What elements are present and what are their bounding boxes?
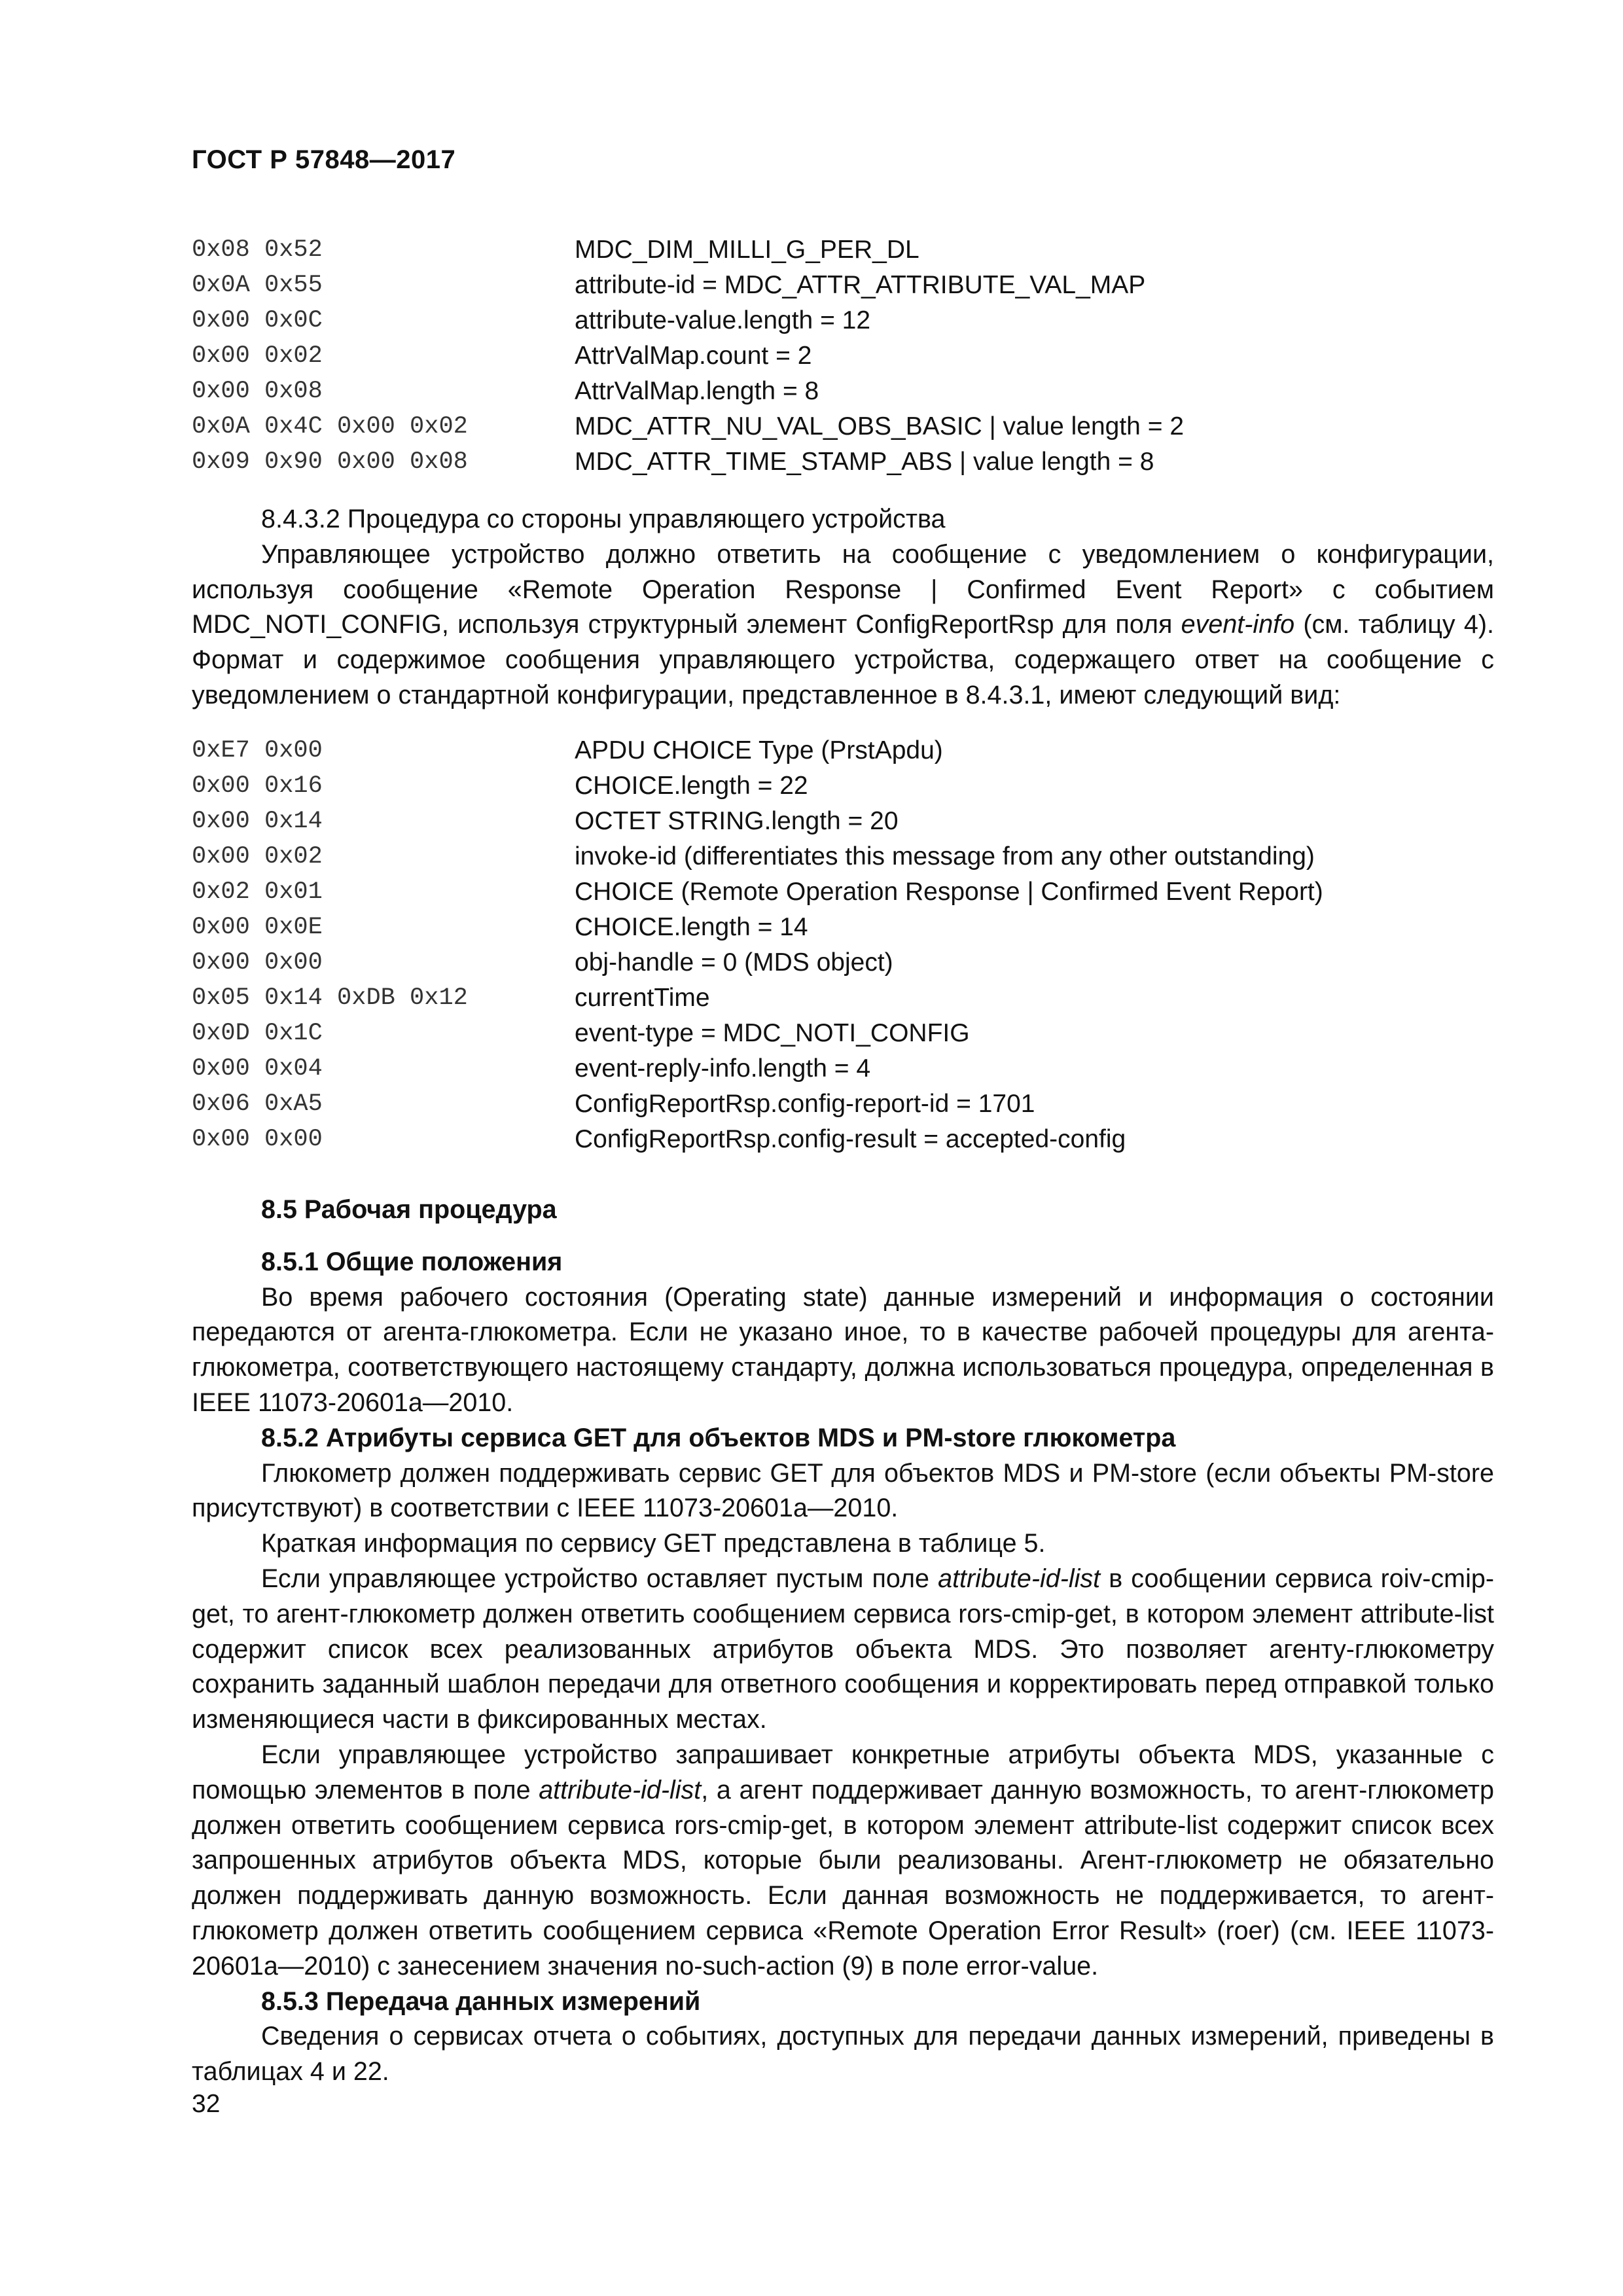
hex-bytes: 0x08 0x52 <box>192 236 323 264</box>
hex-description: CHOICE.length = 14 <box>575 913 808 941</box>
section-8432 <box>192 502 1494 713</box>
text-span: (см. таблицу 4). Формат и содержимое сообщения управляющего устройства, содержащего ответ на сообщение с уведомлением о стандартной конфигурации, представленное в 8.4.3.1, имеют следующий вид: <box>192 610 1494 709</box>
hex-bytes: 0x00 0x14 <box>192 808 323 835</box>
hex-bytes: 0x00 0x0E <box>192 914 323 941</box>
paragraph <box>192 1738 1494 1984</box>
hex-row <box>192 409 1494 444</box>
section-heading-851: 8.5.1 Общие положения <box>261 1247 563 1276</box>
hex-bytes: 0x09 0x90 0x00 0x08 <box>192 448 468 476</box>
hex-bytes: 0x00 0x00 <box>192 949 323 977</box>
section-85 <box>192 1193 1494 2090</box>
hex-row <box>192 980 1494 1016</box>
hex-description: attribute-id = MDC_ATTR_ATTRIBUTE_VAL_MAP <box>575 271 1146 299</box>
italic-term: attribute-id-list <box>938 1564 1101 1593</box>
hex-bytes: 0x00 0x04 <box>192 1055 323 1083</box>
hex-row <box>192 303 1494 338</box>
section-heading-85: 8.5 Рабочая процедура <box>261 1195 557 1224</box>
paragraph <box>192 537 1494 713</box>
hex-description: ConfigReportRsp.config-report-id = 1701 <box>575 1090 1035 1118</box>
section-heading-853: 8.5.3 Передача данных измерений <box>261 1986 701 2016</box>
hex-bytes: 0x00 0x16 <box>192 772 323 800</box>
hex-description: ConfigReportRsp.config-result = accepted-config <box>575 1125 1126 1153</box>
hex-row <box>192 768 1494 804</box>
hex-row <box>192 1086 1494 1122</box>
hex-description: MDC_ATTR_TIME_STAMP_ABS | value length = 8 <box>575 448 1154 476</box>
hex-row <box>192 1016 1494 1051</box>
hex-bytes: 0x02 0x01 <box>192 878 323 906</box>
hex-description: OCTET STRING.length = 20 <box>575 807 899 835</box>
hex-description: AttrValMap.length = 8 <box>575 377 819 405</box>
hex-description: MDC_DIM_MILLI_G_PER_DL <box>575 236 919 264</box>
section-heading-852: 8.5.2 Атрибуты сервиса GET для объектов MDS и PM-store глюкометра <box>261 1423 1176 1452</box>
hex-bytes: 0x00 0x02 <box>192 342 323 370</box>
hex-bytes: 0x0A 0x55 <box>192 272 323 299</box>
paragraph: Сведения о сервисах отчета о событиях, доступных для передачи данных измерений, приведены в таблицах 4 и 22. <box>192 2022 1494 2087</box>
hex-description: event-type = MDC_NOTI_CONFIG <box>575 1019 970 1047</box>
hex-bytes: 0x06 0xA5 <box>192 1090 323 1118</box>
page-number: 32 <box>192 2090 221 2118</box>
paragraph: Во время рабочего состояния (Operating state) данные измерений и информация о состоянии передаются от агента-глюкометра. Если не указано иное, то в качестве рабочей процедуры для агента-глюкометра, соответствующего настоящему стандарту, должна использоваться процедура, определенная в IEEE 11073-20601а—2010. <box>192 1282 1494 1417</box>
hex-row <box>192 910 1494 945</box>
hex-description: currentTime <box>575 984 710 1012</box>
text-span: Управляющее устройство должно ответить на сообщение с уведомлением о конфигурации, используя сообщение «Remote Operation Response | Confirmed Event Report» с событием MDC_NOTI_CONFIG, используя структурный элемент ConfigReportRsp для поля <box>192 539 1494 639</box>
hex-row <box>192 1122 1494 1157</box>
text-span: Если управляющее устройство запрашивает конкретные атрибуты объекта MDS, указанные с помощью элементов в поле <box>192 1740 1494 1804</box>
hex-bytes: 0x05 0x14 0xDB 0x12 <box>192 984 468 1012</box>
hex-description: obj-handle = 0 (MDS object) <box>575 948 893 977</box>
paragraph: Краткая информация по сервису GET представлена в таблице 5. <box>261 1529 1046 1558</box>
standard-header: ГОСТ Р 57848—2017 <box>192 145 456 174</box>
hex-description: AttrValMap.count = 2 <box>575 342 812 370</box>
hex-row <box>192 945 1494 980</box>
italic-term: event-info <box>1181 610 1295 639</box>
hex-bytes: 0x00 0x0C <box>192 307 323 334</box>
hex-row <box>192 804 1494 839</box>
text-span: Если управляющее устройство оставляет пустым поле <box>261 1564 938 1593</box>
text-span: в сообщении сервиса roiv-cmip-get, то агент-глюкометр должен ответить сообщением сервиса rors-cmip-get, в котором элемент attribute-list содержит список всех реализованных атрибутов объекта MDS. Это позволяет агенту-глюкометру сохранить заданный шаблон передачи для ответного сообщения и корректировать перед отправкой только изменяющиеся части в фиксированных местах. <box>192 1564 1494 1734</box>
hex-row <box>192 1051 1494 1086</box>
hex-bytes: 0xE7 0x00 <box>192 737 323 764</box>
italic-term: attribute-id-list <box>539 1775 702 1804</box>
hex-description: invoke-id (differentiates this message from any other outstanding) <box>575 842 1315 870</box>
hex-row <box>192 232 1494 268</box>
hex-description: MDC_ATTR_NU_VAL_OBS_BASIC | value length = 2 <box>575 412 1185 440</box>
hex-bytes: 0x00 0x08 <box>192 378 323 405</box>
hex-row <box>192 268 1494 303</box>
hex-description: event-reply-info.length = 4 <box>575 1054 871 1083</box>
text-span: , а агент поддерживает данную возможность, то агент-глюкометр должен ответить сообщением сервиса rors-cmip-get, в котором элемент attribute-list содержит список всех запрошенных атрибутов объекта MDS, которые были реализованы. Агент-глюкометр не обязательно должен поддерживать данную возможность. Если данная возможность не поддерживается, то агент-глюкометр должен ответить сообщением сервиса «Remote Operation Error Result» (roer) (см. IEEE 11073-20601а—2010) с занесением значения no-such-action (9) в поле error-value. <box>192 1775 1494 1981</box>
hex-description: CHOICE.length = 22 <box>575 772 808 800</box>
hex-row <box>192 839 1494 874</box>
paragraph: Глюкометр должен поддерживать сервис GET для объектов MDS и PM-store (если объекты PM-store присутствуют) в соответствии с IEEE 11073-20601а—2010. <box>192 1458 1494 1523</box>
hex-description: attribute-value.length = 12 <box>575 306 871 334</box>
hex-row <box>192 338 1494 374</box>
hex-bytes: 0x00 0x00 <box>192 1126 323 1153</box>
hex-bytes: 0x0A 0x4C 0x00 0x02 <box>192 413 468 440</box>
hex-row <box>192 374 1494 409</box>
paragraph <box>192 1562 1494 1738</box>
hex-row <box>192 444 1494 480</box>
section-heading-8432: 8.4.3.2 Процедура со стороны управляющего устройства <box>261 505 946 533</box>
hex-block-1 <box>192 232 1494 480</box>
hex-row <box>192 874 1494 910</box>
hex-bytes: 0x0D 0x1C <box>192 1020 323 1047</box>
hex-description: APDU CHOICE Type (PrstApdu) <box>575 736 943 764</box>
hex-block-2 <box>192 733 1494 1157</box>
hex-description: CHOICE (Remote Operation Response | Confirmed Event Report) <box>575 878 1323 906</box>
hex-bytes: 0x00 0x02 <box>192 843 323 870</box>
hex-row <box>192 733 1494 768</box>
